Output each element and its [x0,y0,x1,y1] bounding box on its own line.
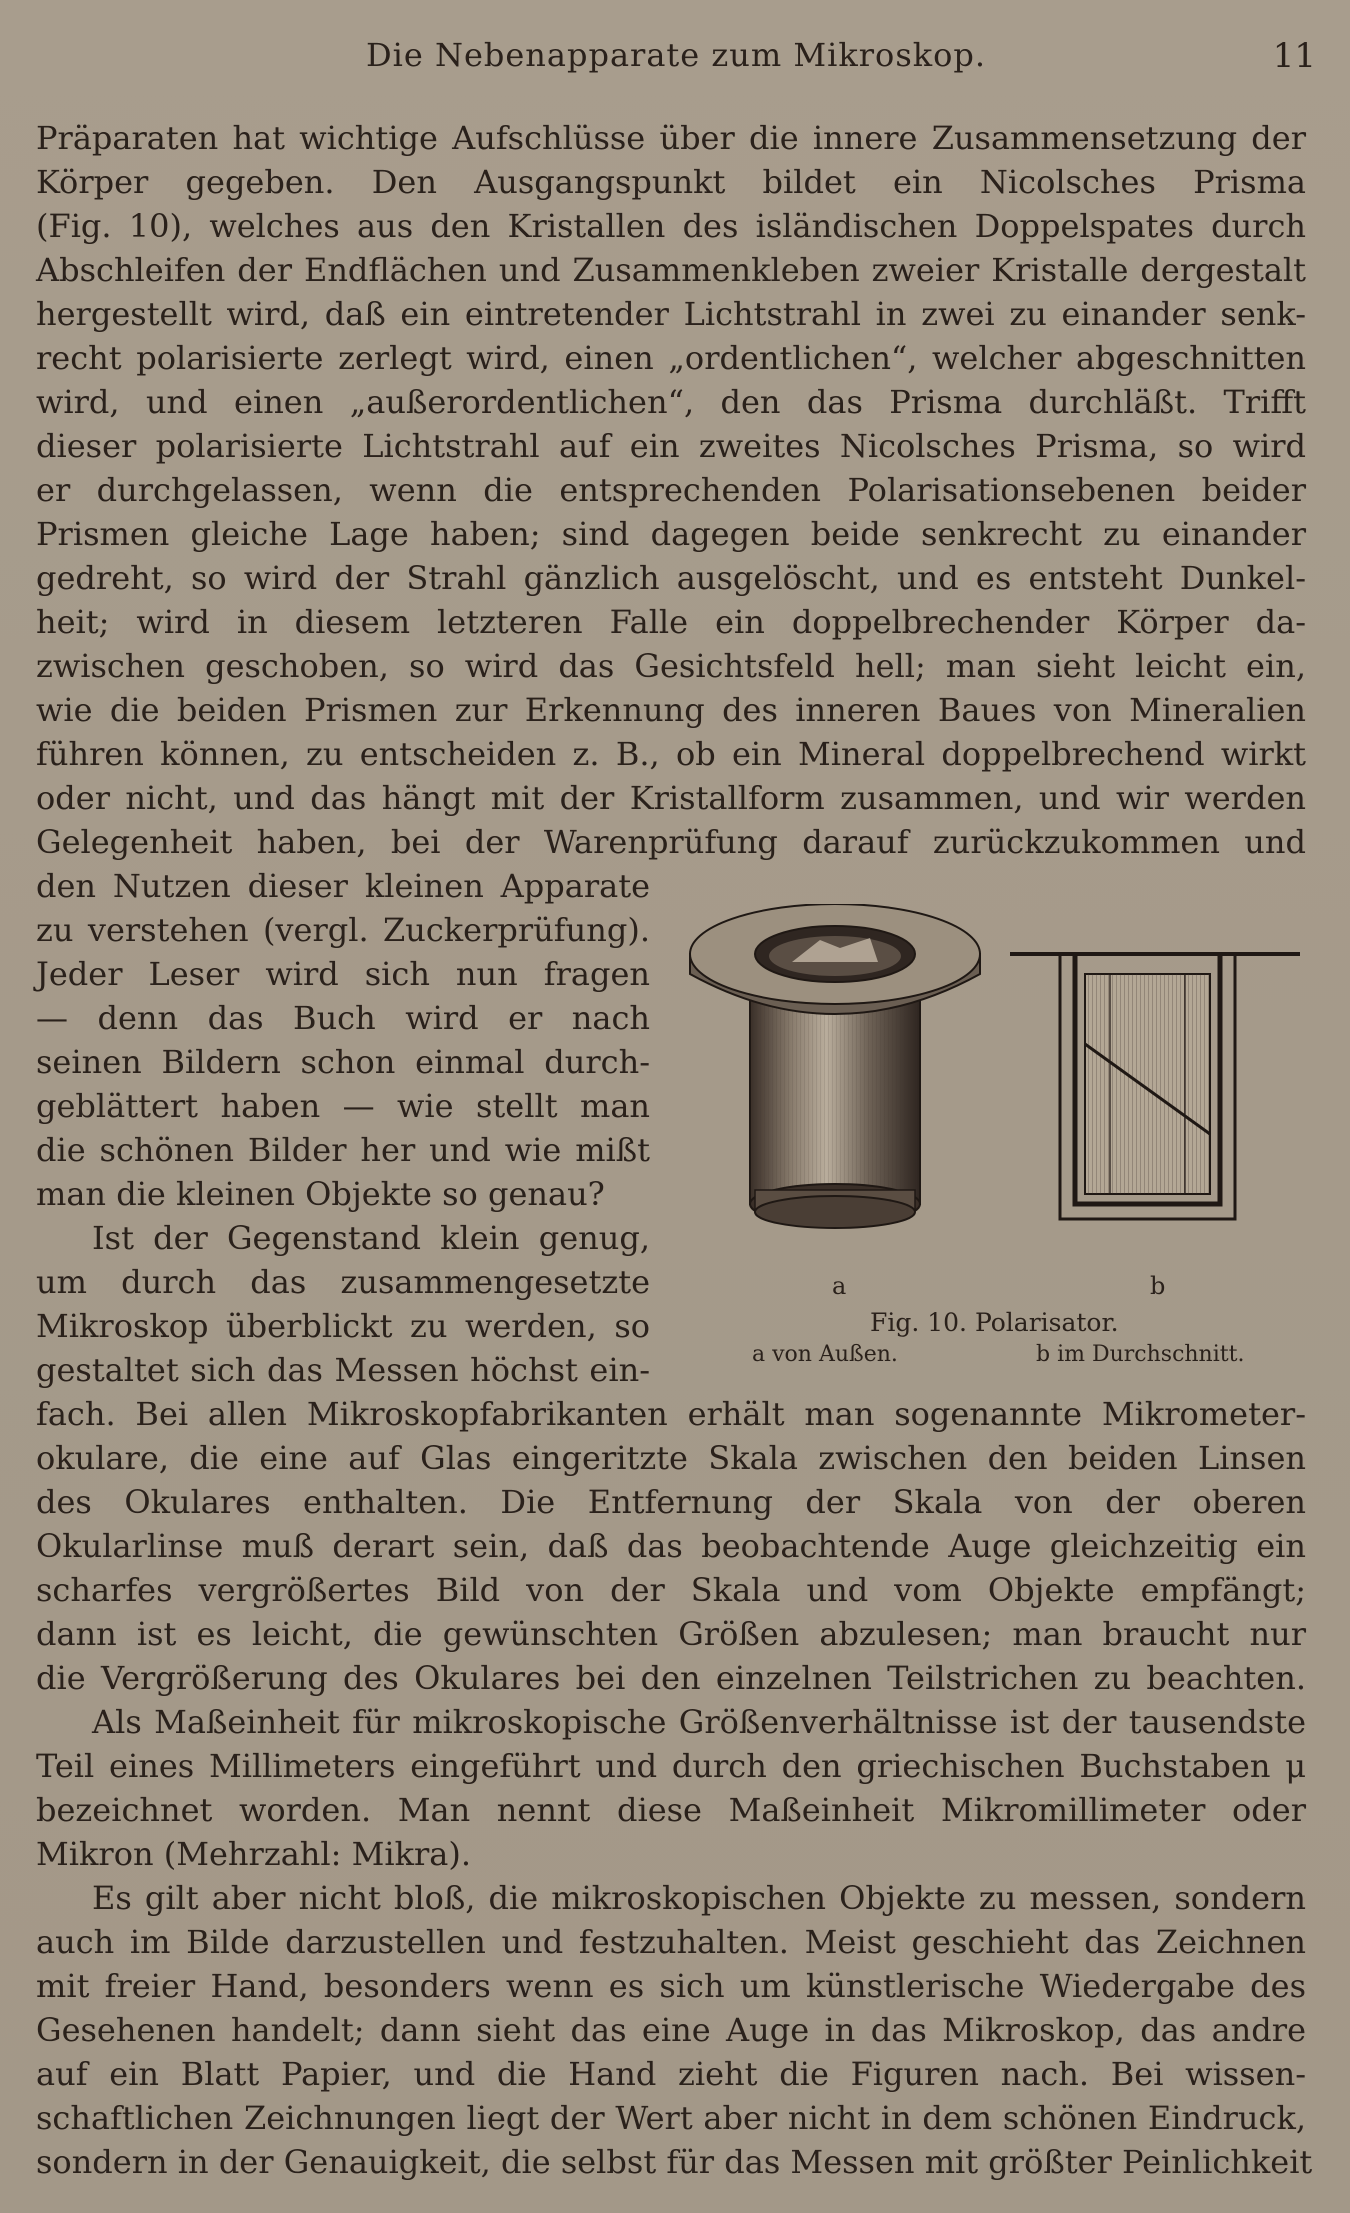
text-line: Als Maßeinheit für mikroskopische Größenverhältnisse ist der tausendste [92,1703,1306,1741]
text-line: okulare, die eine auf Glas eingeritzte Skala zwischen den beiden Linsen [36,1439,1306,1477]
text-line: führen können, zu entscheiden z. B., ob ein Mineral doppelbrechend wirkt [36,735,1306,773]
text-line: die Vergrößerung des Okulares bei den einzelnen Teilstrichen zu beachten. [36,1659,1306,1697]
text-line: (Fig. 10), welches aus den Kristallen des isländischen Doppelspates durch [36,207,1306,245]
figure-caption: Fig. 10. Polarisator. [870,1308,1119,1337]
text-line: Körper gegeben. Den Ausgangspunkt bildet ein Nicolsches Prisma [36,163,1306,201]
text-line: Es gilt aber nicht bloß, die mikroskopischen Objekte zu messen, sondern [92,1879,1306,1917]
figure-subcaption-b: b im Durchschnitt. [1036,1342,1245,1367]
running-head [36,28,1316,88]
text-line: den Nutzen dieser kleinen Apparate [36,867,650,905]
polarisator-section-drawing [1010,954,1300,1219]
text-line: auch im Bilde darzustellen und festzuhalten. Meist geschieht das Zeichnen [36,1923,1306,1961]
text-line: dann ist es leicht, die gewünschten Größen abzulesen; man braucht nur [36,1615,1306,1653]
text-line: Teil eines Millimeters eingeführt und durch den griechischen Buchstaben μ [36,1747,1306,1785]
text-line: schaftlichen Zeichnungen liegt der Wert aber nicht in dem schönen Eindruck, [36,2099,1306,2137]
text-line: gedreht, so wird der Strahl gänzlich ausgelöscht, und es entsteht Dunkel- [36,559,1306,597]
figure-subcaption-a: a von Außen. [752,1342,898,1367]
text-line: man die kleinen Objekte so genau? [36,1175,605,1213]
text-line: Gelegenheit haben, bei der Warenprüfung darauf zurückzukommen und [36,823,1306,861]
text-line: er durchgelassen, wenn die entsprechenden Polarisationsebenen beider [36,471,1306,509]
text-line: Mikroskop überblickt zu werden, so [36,1307,650,1345]
text-line: zu verstehen (vergl. Zuckerprüfung). [36,911,650,949]
text-line: wird, und einen „außerordentlichen“, den das Prisma durchläßt. Trifft [36,383,1306,421]
figure-polarisator [680,904,1320,1384]
text-line: Gesehenen handelt; dann sieht das eine Auge in das Mikroskop, das andre [36,2011,1306,2049]
figure-label-a: a [832,1272,847,1300]
text-line: Prismen gleiche Lage haben; sind dagegen beide senkrecht zu einander [36,515,1306,553]
text-line: mit freier Hand, besonders wenn es sich um künstlerische Wiedergabe des [36,1967,1306,2005]
running-title: Die Nebenapparate zum Mikroskop. [365,36,987,74]
text-line: fach. Bei allen Mikroskopfabrikanten erhält man sogenannte Mikrometer- [36,1395,1306,1433]
text-line: die schönen Bilder her und wie mißt [36,1131,650,1169]
text-line: Mikron (Mehrzahl: Mikra). [36,1835,471,1873]
polarisator-engraving [680,904,1320,1274]
text-line: geblättert haben — wie stellt man [36,1087,650,1125]
text-line: heit; wird in diesem letzteren Falle ein doppelbrechender Körper da- [36,603,1306,641]
text-line: Okularlinse muß derart sein, daß das beobachtende Auge gleichzeitig ein [36,1527,1306,1565]
text-line: scharfes vergrößertes Bild von der Skala und vom Objekte empfängt; [36,1571,1306,1609]
text-line: dieser polarisierte Lichtstrahl auf ein zweites Nicolsches Prisma, so wird [36,427,1306,465]
text-line: des Okulares enthalten. Die Entfernung der Skala von der oberen [36,1483,1306,1521]
text-line: um durch das zusammengesetzte [36,1263,650,1301]
text-line: — denn das Buch wird er nach [36,999,650,1037]
text-line: bezeichnet worden. Man nennt diese Maßeinheit Mikromillimeter oder [36,1791,1306,1829]
text-line: Jeder Leser wird sich nun fragen [36,955,650,993]
text-line: Ist der Gegenstand klein genug, [92,1219,650,1257]
text-line: sondern in der Genauigkeit, die selbst für das Messen mit größter Peinlichkeit [36,2143,1313,2181]
figure-label-b: b [1150,1272,1166,1300]
text-line: auf ein Blatt Papier, und die Hand zieht die Figuren nach. Bei wissen- [36,2055,1306,2093]
polarisator-outside-drawing [690,904,980,1228]
text-line: Präparaten hat wichtige Aufschlüsse über die innere Zusammensetzung der [36,119,1306,157]
text-line: hergestellt wird, daß ein eintretender Lichtstrahl in zwei zu einander senk- [36,295,1306,333]
text-line: seinen Bildern schon einmal durch- [36,1043,650,1081]
text-line: recht polarisierte zerlegt wird, einen „ordentlichen“, welcher abgeschnitten [36,339,1306,377]
text-line: zwischen geschoben, so wird das Gesichtsfeld hell; man sieht leicht ein, [36,647,1306,685]
page-number: 11 [1272,36,1316,76]
text-line: oder nicht, und das hängt mit der Kristallform zusammen, und wir werden [36,779,1306,817]
text-line: gestaltet sich das Messen höchst ein- [36,1351,650,1389]
text-line: wie die beiden Prismen zur Erkennung des inneren Baues von Mineralien [36,691,1306,729]
text-line: Abschleifen der Endflächen und Zusammenkleben zweier Kristalle dergestalt [36,251,1306,289]
